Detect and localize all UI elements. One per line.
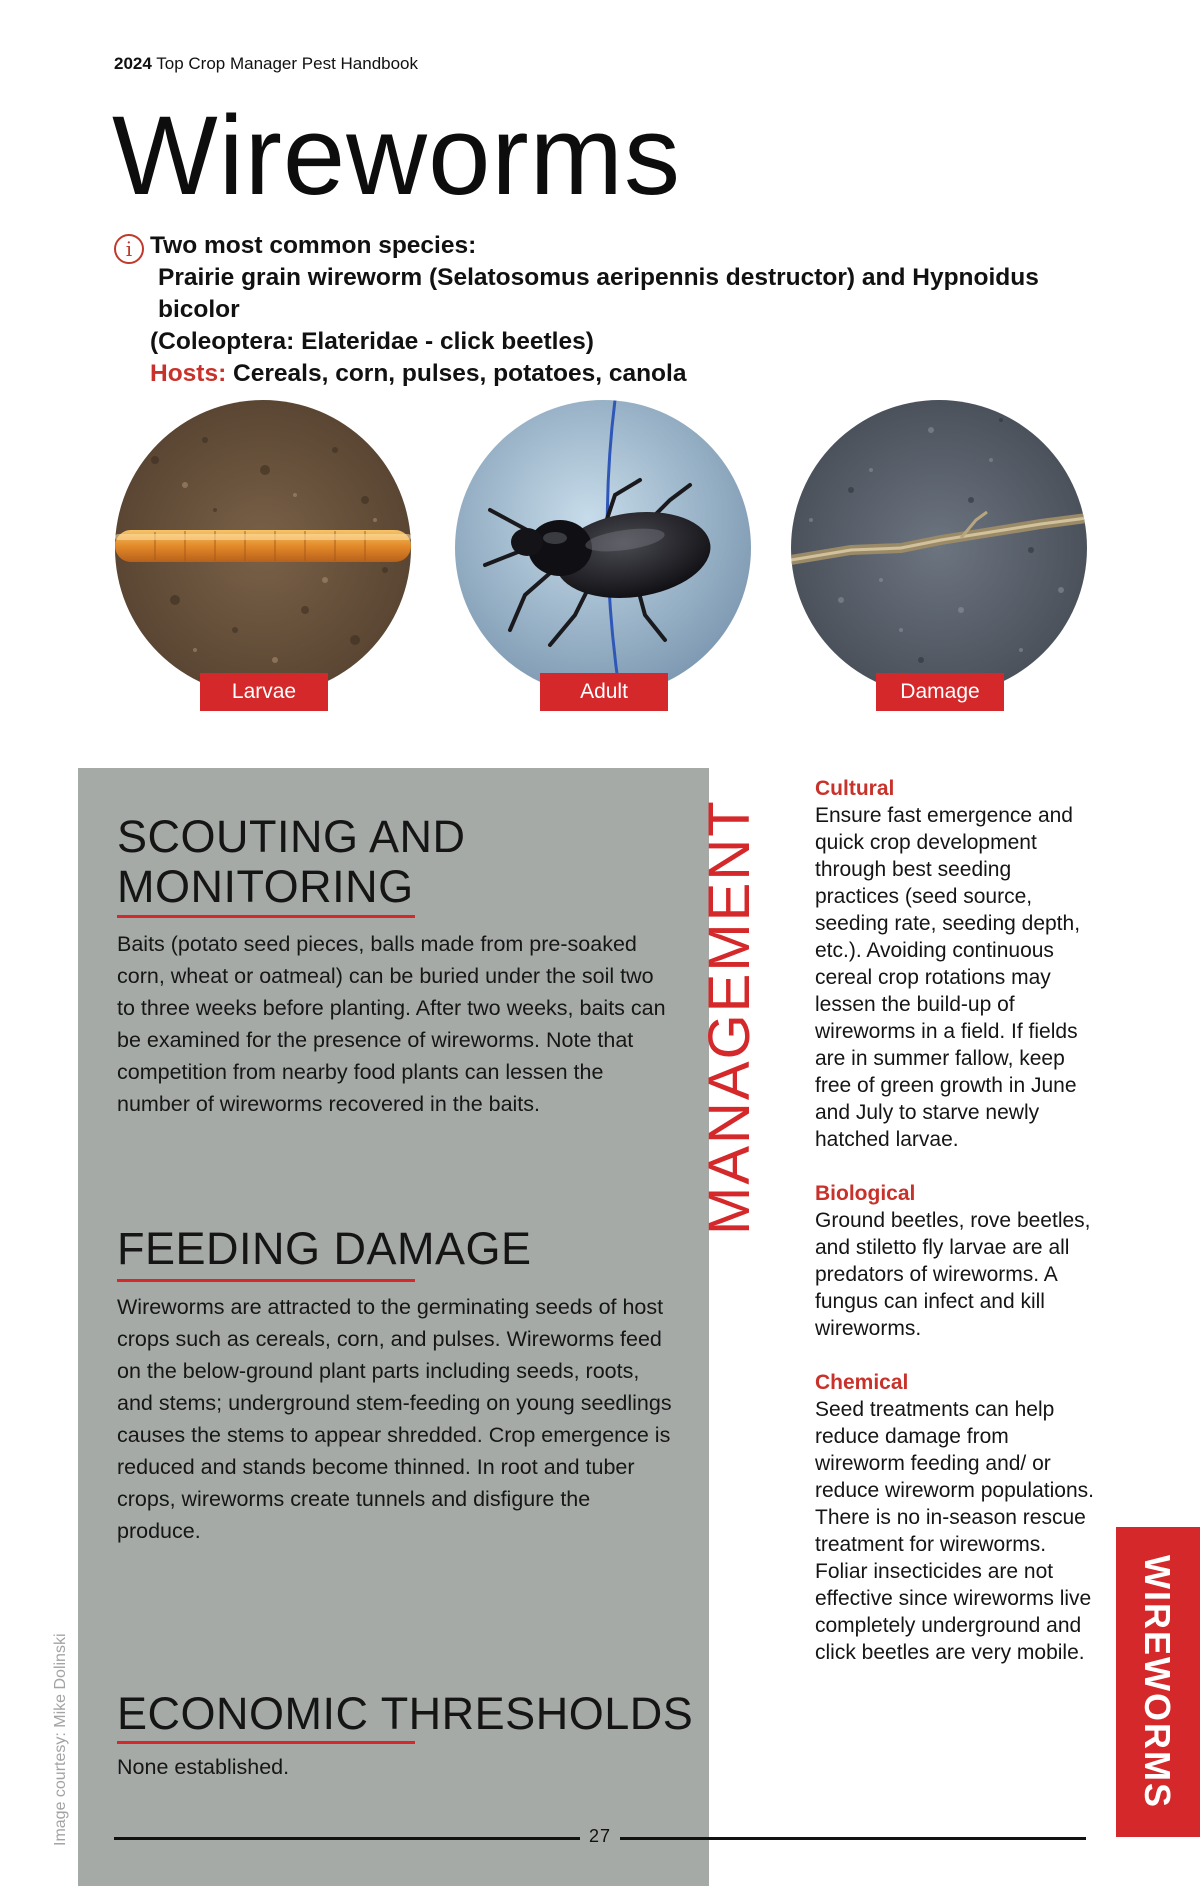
- larva-photo: [115, 400, 411, 696]
- biological-title: Biological: [815, 1182, 916, 1205]
- damaged-stem-photo-image: [791, 400, 1087, 696]
- thresholds-underline: [117, 1741, 415, 1744]
- photo-label-adult: Adult: [540, 673, 668, 711]
- feeding-underline: [117, 1279, 415, 1282]
- image-credit: Image courtesy: Mike Dolinski: [52, 1633, 69, 1846]
- scouting-title-line2: MONITORING: [117, 861, 414, 912]
- hosts-label: Hosts:: [150, 360, 227, 387]
- running-header: [114, 54, 418, 74]
- beetle-photo: [455, 400, 751, 696]
- scouting-title-line1: SCOUTING AND: [117, 811, 466, 862]
- larva-photo-image: [115, 400, 411, 696]
- management-heading: MANAGEMENT: [697, 799, 762, 1235]
- thresholds-title: ECONOMIC THRESHOLDS: [117, 1688, 694, 1739]
- cultural-section: [815, 775, 1095, 1153]
- header-publication: Top Crop Manager Pest Handbook: [156, 54, 419, 73]
- species-family: (Coleoptera: Elateridae - click beetles): [150, 328, 594, 355]
- species-intro: Two most common species:: [150, 232, 477, 259]
- scouting-body: Baits (potato seed pieces, balls made from pre-soaked corn, wheat or oatmeal) can be buried under the soil two to three weeks before planting. After two weeks, baits can be examined for the presence of wireworms. Note that competition from nearby food plants can lessen the number of wireworms recovered in the baits.: [117, 932, 666, 1116]
- chemical-body: Seed treatments can help reduce damage from wireworm feeding and/ or reduce wireworm populations. There is no in-season rescue treatment for wireworms. Foliar insecticides are not effective since wireworms live completely underground and click beetles are very mobile.: [815, 1398, 1094, 1664]
- page-number: 27: [588, 1826, 612, 1846]
- thresholds-body: None established.: [117, 1755, 290, 1779]
- cultural-title: Cultural: [815, 777, 895, 800]
- damaged-stem-photo: [791, 400, 1087, 696]
- info-icon: i: [114, 234, 144, 264]
- feeding-body: Wireworms are attracted to the germinating seeds of host crops such as cereals, corn, and pulses. Wireworms feed on the below-ground plant parts including seeds, roots, and stems; underground stem-feeding on young seedlings causes the stems to appear shredded. Crop emergence is reduced and stands become thinned. In root and tuber crops, wireworms create tunnels and disfigure the produce.: [117, 1295, 672, 1543]
- header-year: 2024: [114, 54, 152, 73]
- species-names: Prairie grain wireworm (Selatosomus aeripennis destructor) and Hypnoidus bicolor: [158, 264, 1039, 323]
- cultural-body: Ensure fast emergence and quick crop development through best seeding practices (seed source, seeding rate, seeding depth, etc.). Avoiding continuous cereal crop rotations may lessen the build-up of wireworms in a field. If fields are in summer fallow, keep free of green growth in June and July to starve newly hatched larvae.: [815, 804, 1081, 1151]
- chemical-title: Chemical: [815, 1371, 909, 1394]
- footer-rule-right: [620, 1837, 1086, 1840]
- beetle-photo-image: [455, 400, 751, 696]
- feeding-title: FEEDING DAMAGE: [117, 1223, 532, 1274]
- scouting-title: [117, 812, 466, 912]
- biological-body: Ground beetles, rove beetles, and stiletto fly larvae are all predators of wireworms. A fungus can infect and kill wireworms.: [815, 1209, 1091, 1340]
- scouting-underline: [117, 915, 415, 918]
- footer-rule-left: [114, 1837, 580, 1840]
- chemical-section: [815, 1369, 1095, 1666]
- photo-label-larvae: Larvae: [200, 673, 328, 711]
- hosts-list: Cereals, corn, pulses, potatoes, canola: [233, 360, 687, 387]
- section-side-tab: [1116, 1527, 1200, 1837]
- page-title: Wireworms: [112, 93, 681, 218]
- hosts-line: [150, 358, 1110, 390]
- photo-label-damage: Damage: [876, 673, 1004, 711]
- biological-section: [815, 1180, 1095, 1342]
- side-tab-label: WIREWORMS: [1137, 1555, 1178, 1809]
